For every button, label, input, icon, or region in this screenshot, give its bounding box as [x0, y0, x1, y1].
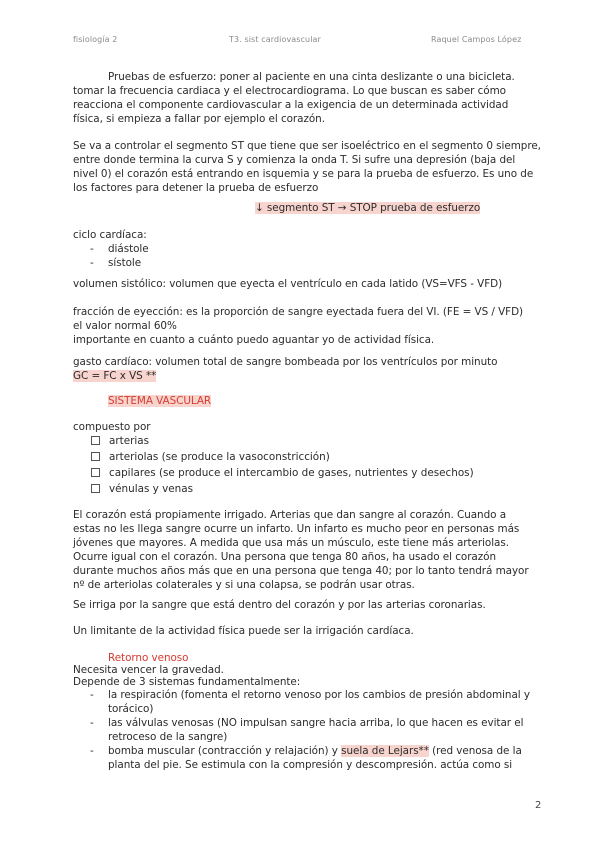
cardiac-output-formula: GC = FC x VS **	[73, 370, 157, 382]
venous-b1-line-1: la respiración (fomenta el retorno venoso por los cambios de presión abdominal y	[108, 689, 530, 701]
venous-b2-line-2: retroceso de la sangre)	[108, 731, 228, 743]
p3-line-3: jóvenes que mayores. A medida que usa más un músculo, este tiene más arteriolas.	[73, 537, 509, 549]
venous-line-2: Depende de 3 sistemas fundamentalmente:	[73, 676, 301, 688]
venous-b3-post: (red venosa de la	[428, 745, 522, 757]
suela-lejars-highlight: suela de Lejars**	[341, 745, 429, 757]
p2-line-2: entre donde termina la curva S y comienza la onda T. Si sufre una depresión (baja del	[73, 154, 516, 166]
checkbox-capilares[interactable]	[91, 468, 100, 477]
p3-line-4: Ocurre igual con el corazón. Una persona que tenga 80 años, ha usado el corazón	[73, 551, 496, 563]
p4: Se irriga por la sangre que está dentro del corazón y por las arterias coronarias.	[73, 599, 486, 611]
p2-line-4: los factores para detener la prueba de esfuerzo	[73, 182, 319, 194]
vascular-title: SISTEMA VASCULAR	[108, 395, 212, 407]
venous-b3-line-2: planta del pie. Se estimula con la compresión y descompresión. actúa como si	[108, 759, 513, 771]
venous-line-1: Necesita vencer la gravedad.	[73, 664, 224, 676]
p1-line-3: reacciona el componente cardiovascular a la exigencia de un determinada actividad	[73, 99, 509, 111]
checkbox-arterias[interactable]	[91, 436, 100, 445]
p5: Un limitante de la actividad física puede ser la irrigación cardíaca.	[73, 625, 414, 637]
p3-line-5: durante muchos años más que en una persona que tenga 40; por lo tanto tendrá mayor	[73, 565, 529, 577]
dash-bullet: -	[90, 717, 94, 729]
p3-line-1: El corazón está propiamente irrigado. Arterias que dan sangre al corazón. Cuando a	[73, 509, 507, 521]
cycle-item-systole: sístole	[108, 257, 142, 269]
header-author: Raquel Campos López	[431, 35, 522, 44]
cardiac-output: gasto cardíaco: volumen total de sangre bombeada por los ventrículos por minuto	[73, 356, 498, 368]
venous-title: Retorno venoso	[108, 652, 189, 664]
vascular-item-capilares: capilares (se produce el intercambio de gases, nutrientes y desechos)	[109, 467, 474, 479]
cycle-item-diastole: diástole	[108, 243, 149, 255]
dash-bullet: -	[90, 243, 94, 255]
p1-line-2: tomar la frecuencia cardiaca y el electrocardiograma. Lo que buscan es saber cómo	[73, 85, 506, 97]
p3-line-2: estas no les llega sangre ocurre un infarto. Un infarto es mucho peor en personas más	[73, 523, 520, 535]
ejection-line-3: importante en cuanto a cuánto puedo aguantar yo de actividad física.	[73, 334, 435, 346]
venous-b3-line-1	[108, 744, 522, 758]
checkbox-arteriolas[interactable]	[91, 452, 100, 461]
venous-b1-line-2: torácico)	[108, 703, 154, 715]
p1-line-1: Pruebas de esfuerzo: poner al paciente en una cinta deslizante o una bicicleta.	[108, 71, 515, 83]
vascular-item-venulas: vénulas y venas	[109, 483, 194, 495]
vascular-item-arteriolas: arteriolas (se produce la vasoconstricción)	[109, 451, 330, 463]
dash-bullet: -	[90, 745, 94, 757]
stroke-volume: volumen sistólico: volumen que eyecta el ventrículo en cada latido (VS=VFS - VFD)	[73, 278, 503, 290]
p3-line-6: nº de arteriolas colaterales y si una colapsa, se podrán usar otras.	[73, 579, 415, 591]
header-topic: T3. sist cardiovascular	[229, 35, 321, 44]
checkbox-venulas[interactable]	[91, 484, 100, 493]
vascular-item-arterias: arterias	[109, 435, 150, 447]
p1-line-4: física, si empieza a fallar por ejemplo el corazón.	[73, 113, 325, 125]
page-number: 2	[535, 800, 542, 811]
header-subject: fisiología 2	[73, 35, 118, 44]
venous-b3-pre: bomba muscular (contracción y relajación) y	[108, 745, 342, 757]
dash-bullet: -	[90, 689, 94, 701]
p2-line-1: Se va a controlar el segmento ST que tiene que ser isoeléctrico en el segmento 0 siempre,	[73, 140, 541, 152]
dash-bullet: -	[90, 257, 94, 269]
vascular-intro: compuesto por	[73, 421, 151, 433]
st-stop-highlight: ↓ segmento ST → STOP prueba de esfuerzo	[255, 202, 481, 214]
cycle-title: ciclo cardíaca:	[73, 229, 147, 241]
ejection-line-1: fracción de eyección: es la proporción de sangre eyectada fuera del VI. (FE = VS / VFD)	[73, 306, 524, 318]
venous-b2-line-1: las válvulas venosas (NO impulsan sangre hacia arriba, lo que hacen es evitar el	[108, 717, 524, 729]
ejection-line-2: el valor normal 60%	[73, 320, 177, 332]
p2-line-3: nivel 0) el corazón está entrando en isquemia y se para la prueba de esfuerzo. Es uno de	[73, 168, 534, 180]
